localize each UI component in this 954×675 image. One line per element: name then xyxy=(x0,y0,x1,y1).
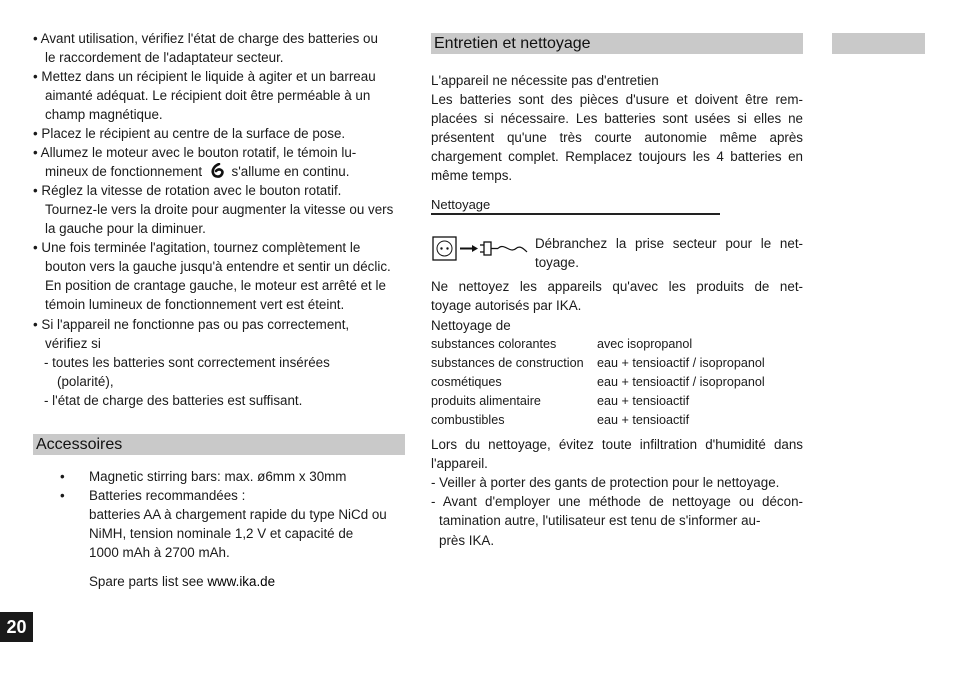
instruction-check-battery: • Avant utilisation, vérifiez l'état de charge des batteries ou xyxy=(33,31,378,46)
accessory-bullet-1: • xyxy=(60,469,65,484)
instruction-fill-vessel: • Mettez dans un récipient le liquide à agiter et un barreau xyxy=(33,69,376,84)
table-agent: eau + tensioactif xyxy=(597,394,690,408)
battery-wear-text-2: placées si nécessaire. Les batteries sont usées si elles ne xyxy=(431,111,803,126)
cleaning-heading: Nettoyage xyxy=(431,197,491,212)
accessories-heading-bar xyxy=(33,434,405,455)
table-substance: cosmétiques xyxy=(431,375,502,389)
cleaning-table-title: Nettoyage de xyxy=(431,318,511,333)
table-substance: combustibles xyxy=(431,413,505,427)
accessory-batteries-cont2: NiMH, tension nominale 1,2 V et capacité de xyxy=(89,526,354,541)
spare-parts-text: Spare parts list see xyxy=(89,574,208,589)
page-number: 20 xyxy=(0,612,33,642)
instruction-switch-on: • Allumez le moteur avec le bouton rotatif, le témoin lu- xyxy=(33,145,357,160)
instruction-fill-vessel-cont: aimanté adéquat. Le récipient doit être perméable à un xyxy=(45,88,371,103)
battery-wear-text-4: chargement complet. Remplacez toujours les 4 batteries en xyxy=(431,149,803,164)
battery-wear-text-3: présentent qu'une très courte autonomie même après xyxy=(431,130,803,145)
spare-parts-line xyxy=(89,572,275,591)
maintenance-heading-bar xyxy=(431,33,803,54)
check-battery-polarity: - toutes les batteries sont correctement insérées xyxy=(44,355,330,370)
other-method-instruction-cont2: près IKA. xyxy=(439,533,495,548)
accessory-bullet-2: • xyxy=(60,488,65,503)
table-substance: produits alimentaire xyxy=(431,394,541,408)
cleaning-heading-underline xyxy=(431,213,720,215)
approved-agents-text: Ne nettoyez les appareils qu'avec les produits de net- xyxy=(431,279,803,294)
unplug-instruction: Débranchez la prise secteur pour le net- xyxy=(535,236,803,251)
maintenance-heading: Entretien et nettoyage xyxy=(434,35,591,52)
battery-wear-text: Les batteries sont des pièces d'usure et doivent être rem- xyxy=(431,92,803,107)
table-substance: substances colorantes xyxy=(431,337,557,351)
instruction-check-battery-cont: le raccordement de l'adaptateur secteur. xyxy=(45,50,284,65)
check-battery-polarity-cont: (polarité), xyxy=(57,374,114,389)
humidity-warning: Lors du nettoyage, évitez toute infiltration d'humidité dans xyxy=(431,437,803,452)
unplug-instruction-cont: toyage. xyxy=(535,255,579,270)
instruction-switch-off-cont: bouton vers la gauche jusqu'à entendre et sentir un déclic. xyxy=(45,259,391,274)
instruction-set-speed-cont2: la gauche pour la diminuer. xyxy=(45,221,206,236)
gloves-instruction: - Veiller à porter des gants de protection pour le nettoyage. xyxy=(431,475,780,490)
humidity-warning-cont: l'appareil. xyxy=(431,456,488,471)
instruction-switch-on-cont xyxy=(45,162,349,181)
instruction-troubleshoot: • Si l'appareil ne fonctionne pas ou pas correctement, xyxy=(33,317,350,332)
instruction-set-speed: • Réglez la vitesse de rotation avec le bouton rotatif. xyxy=(33,183,342,198)
no-maintenance-text: L'appareil ne nécessite pas d'entretien xyxy=(431,73,659,88)
instruction-switch-on-text2: s'allume en continu. xyxy=(231,164,350,179)
instruction-switch-off-cont3: témoin lumineux de fonctionnement vert est éteint. xyxy=(45,297,345,312)
instruction-switch-off: • Une fois terminée l'agitation, tournez complètement le xyxy=(33,240,361,255)
accessory-batteries-cont: batteries AA à chargement rapide du type NiCd ou xyxy=(89,507,387,522)
accessories-heading: Accessoires xyxy=(36,436,123,453)
table-agent: avec isopropanol xyxy=(597,337,693,351)
check-battery-charge: - l'état de charge des batteries est suffisant. xyxy=(44,393,303,408)
approved-agents-text-cont: toyage autorisés par IKA. xyxy=(431,298,582,313)
table-substance: substances de construction xyxy=(431,356,584,370)
accessory-stirring-bars: Magnetic stirring bars: max. ø6mm x 30mm xyxy=(89,469,347,484)
accessory-batteries-cont3: 1000 mAh à 2700 mAh. xyxy=(89,545,230,560)
table-agent: eau + tensioactif / isopropanol xyxy=(597,356,765,370)
unplug-icon xyxy=(432,236,532,262)
battery-wear-text-5: même temps. xyxy=(431,168,513,183)
instruction-switch-on-text: mineux de fonctionnement xyxy=(45,164,203,179)
power-indicator-icon xyxy=(210,163,226,179)
instruction-place-vessel: • Placez le récipient au centre de la surface de pose. xyxy=(33,126,346,141)
table-agent: eau + tensioactif / isopropanol xyxy=(597,375,765,389)
instruction-switch-off-cont2: En position de crantage gauche, le moteur est arrêté et le xyxy=(45,278,386,293)
ika-website-link[interactable]: www.ika.de xyxy=(207,574,276,589)
other-method-instruction-cont: tamination autre, l'utilisateur est tenu de s'informer au- xyxy=(439,513,761,528)
instruction-troubleshoot-cont: vérifiez si xyxy=(45,336,101,351)
accessory-batteries: Batteries recommandées : xyxy=(89,488,246,503)
instruction-fill-vessel-cont2: champ magnétique. xyxy=(45,107,163,122)
other-method-instruction: - Avant d'employer une méthode de nettoyage ou décon- xyxy=(431,494,803,509)
instruction-set-speed-cont: Tournez-le vers la droite pour augmenter la vitesse ou vers xyxy=(45,202,394,217)
table-agent: eau + tensioactif xyxy=(597,413,690,427)
margin-tab-bar xyxy=(832,33,925,54)
